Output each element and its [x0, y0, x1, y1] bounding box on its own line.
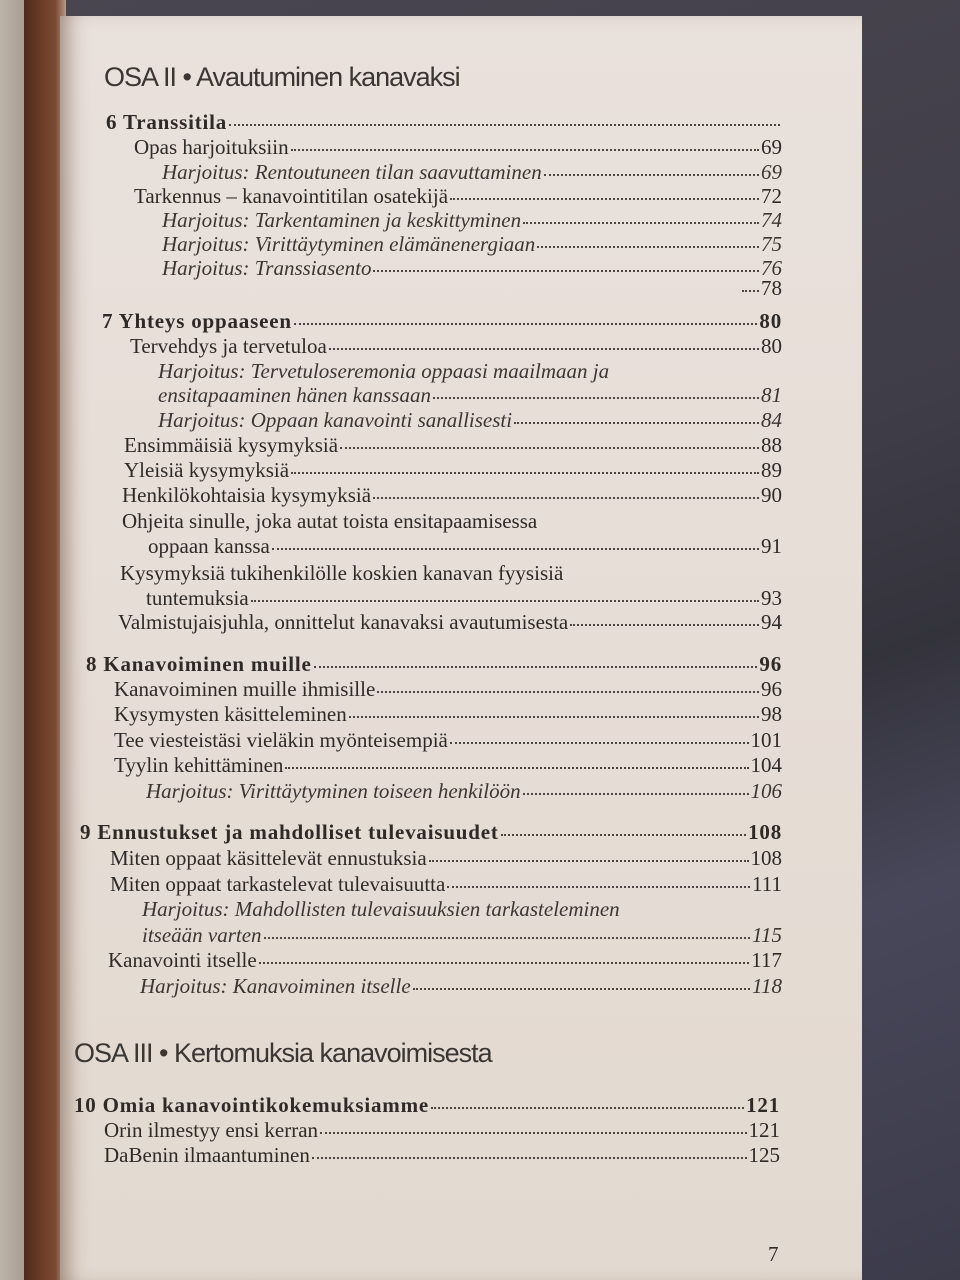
toc-exercise: Harjoitus: Virittäytyminen elämänenergiaan 75 [162, 232, 782, 256]
part-title-osa-ii: OSA II • Avautuminen kanavaksi [104, 62, 460, 92]
toc-entry: Orin ilmestyy ensi kerran 121 [104, 1118, 780, 1142]
toc-exercise: Harjoitus: Virittäytyminen toiseen henkilöön 106 [146, 779, 782, 803]
background-book-edge [0, 0, 26, 1280]
toc-entry: Tee viesteistäsi vieläkin myönteisempiä 101 [114, 728, 782, 752]
book-page [60, 16, 862, 1280]
toc-chapter-6: 6 Transsitila [106, 110, 782, 134]
toc-entry: DaBenin ilmaantuminen 125 [104, 1143, 780, 1167]
toc-entry-line1: Kysymyksiä tukihenkilölle koskien kanavan fyysisiä [120, 561, 564, 585]
toc-entry-line1: Ohjeita sinulle, joka autat toista ensitapaamisessa [122, 509, 538, 533]
leader-dots [229, 124, 780, 126]
toc-chapter-10: 10 Omia kanavointikokemuksiamme 121 [74, 1093, 780, 1117]
toc-exercise: ensitapaaminen hänen kanssaan 81 [158, 383, 782, 407]
toc-entry: Miten oppaat tarkastelevat tulevaisuutta 111 [110, 872, 782, 896]
toc-exercise-line1: Harjoitus: Tervetuloseremonia oppaasi maailmaan ja [158, 359, 610, 383]
toc-entry: Tarkennus – kanavointitilan osatekijä 72 [134, 184, 782, 208]
toc-entry: Ensimmäisiä kysymyksiä 88 [124, 433, 782, 457]
toc-entry: Kanavointi itselle 117 [108, 948, 782, 972]
toc-entry: Henkilökohtaisia kysymyksiä 90 [122, 483, 782, 507]
toc-exercise-line1: Harjoitus: Mahdollisten tulevaisuuksien tarkasteleminen [142, 897, 620, 921]
toc-exercise: Harjoitus: Oppaan kanavointi sanallisesti 84 [158, 408, 782, 432]
toc-chapter-8: 8 Kanavoiminen muille 96 [86, 652, 782, 676]
toc-entry: Opas harjoituksiin 69 [134, 135, 782, 159]
toc-entry: tuntemuksia 93 [146, 586, 782, 610]
toc-exercise: itseään varten 115 [142, 923, 782, 947]
toc-entry: Valmistujaisjuhla, onnittelut kanavaksi avautumisesta 94 [118, 610, 782, 634]
toc-entry: Yleisiä kysymyksiä 89 [124, 458, 782, 482]
toc-exercise: Harjoitus: Rentoutuneen tilan saavuttaminen 69 [162, 160, 782, 184]
toc-entry: Tyylin kehittäminen 104 [114, 753, 782, 777]
toc-exercise: Harjoitus: Tarkentaminen ja keskittyminen 74 [162, 208, 782, 232]
page-number: 7 [768, 1242, 779, 1266]
toc-chapter-7: 7 Yhteys oppaaseen 80 [102, 309, 782, 333]
toc-entry: oppaan kanssa 91 [148, 534, 782, 558]
toc-entry: Tervehdys ja tervetuloa 80 [130, 334, 782, 358]
toc-continuation: 78 [740, 276, 782, 300]
toc-entry: Kanavoiminen muille ihmisille 96 [114, 677, 782, 701]
toc-entry: Miten oppaat käsittelevät ennustuksia 108 [110, 846, 782, 870]
toc-exercise: Harjoitus: Transsiasento 76 [162, 256, 782, 280]
toc-entry: Kysymysten käsitteleminen 98 [114, 702, 782, 726]
toc-exercise: Harjoitus: Kanavoiminen itselle 118 [140, 974, 782, 998]
part-title-osa-iii: OSA III • Kertomuksia kanavoimisesta [74, 1038, 492, 1068]
toc-chapter-9: 9 Ennustukset ja mahdolliset tulevaisuudet 108 [80, 820, 782, 844]
